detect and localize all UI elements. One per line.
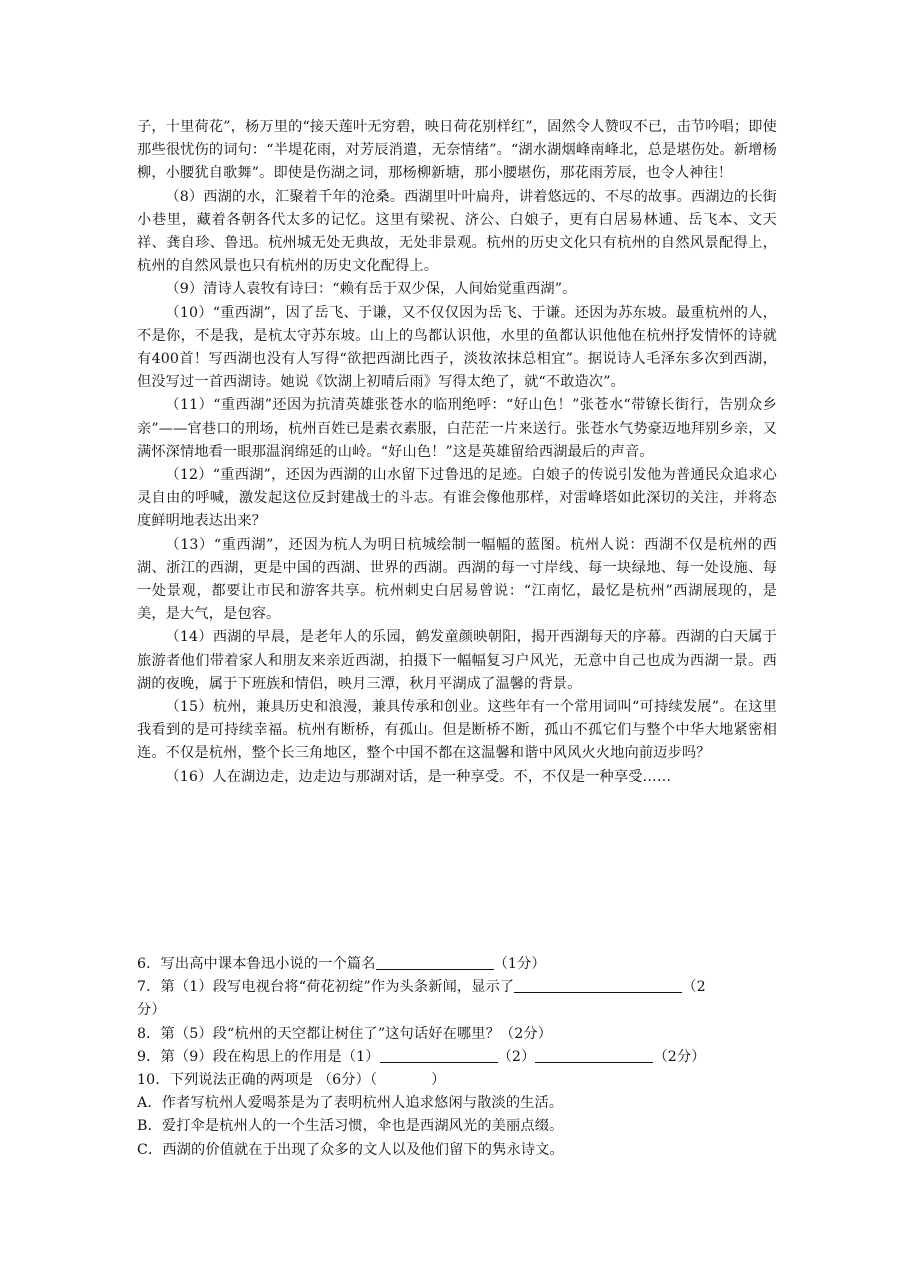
question-9-score: （2分） (653, 1048, 706, 1065)
question-10-text: 10．下列说法正确的两项是 （6分）（ (137, 1072, 378, 1089)
question-9-text: 9．第（9）段在构思上的作用是（1） (137, 1048, 380, 1065)
passage-paragraph-11: （11）“重西湖”还因为抗清英雄张苍水的临刑绝呼：“好山色！”张苍水“带镣长街行，告别众乡亲”——官巷口的刑场，杭州百姓已是素衣素服，白茫茫一片来送行。张苍水气势豪迈地拜别乡亲，又满怀深情地看一眼那温润绵延的山岭。“好山色！”这是英雄留给西湖最后的声音。 (137, 397, 777, 460)
question-8: 8．第（5）段“杭州的天空都让树住了”这句话好在哪里？（2分） (137, 1025, 553, 1042)
question-7 (137, 976, 777, 999)
passage-paragraph-14: （14）西湖的早晨，是老年人的乐园，鹤发童颜映朝阳，揭开西湖每天的序幕。西湖的白天属于旅游者他们带着家人和朋友来亲近西湖，拍摄下一幅幅复习户风光，无意中自己也成为西湖一景。西湖的夜晚，属于下班族和情侣，映月三潭，秋月平湖成了温馨的背景。 (137, 629, 777, 692)
question-7-text: 7．第（1）段写电视台将“荷花初绽”作为头条新闻，显示了 (137, 979, 515, 996)
question-7-answer-blank[interactable] (514, 976, 682, 993)
passage-paragraph-16: （16）人在湖边走，边走边与那湖对话，是一种享受。不，不仅是一种享受…… (165, 768, 672, 785)
passage-paragraph-13: （13）“重西湖”，还因为杭人为明日杭城绘制一幅幅的蓝图。杭州人说：西湖不仅是杭州的西湖、浙江的西湖，更是中国的西湖、世界的西湖。西湖的每一寸岸线、每一块绿地、每一处设施、每一处景观，都要让市民和游客共享。杭州刺史白居易曾说：“江南忆，最忆是杭州”西湖展现的，是美，是大气，是包容。 (137, 536, 777, 623)
question-10-option-c: C．西湖的价值就在于出现了众多的文人以及他们留下的隽永诗文。 (137, 1141, 564, 1158)
question-7-score-continued: 分） (137, 1002, 166, 1019)
question-6 (137, 953, 777, 976)
question-6-score: （1分） (493, 956, 546, 972)
question-6-text: 6．写出高中课本鲁迅小说的一个篇名 (137, 956, 376, 972)
passage-paragraph-15: （15）杭州，兼具历史和浪漫，兼具传承和创业。这些年有一个常用词叫“可持续发展”。在这里我看到的是可持续幸福。杭州有断桥，有孤山。但是断桥不断，孤山不孤它们与整个中华大地紧密相连。不仅是杭州，整个长三角地区，整个中国不都在这温馨和谐中风风火火地向前迈步吗？ (137, 699, 777, 762)
question-10-option-b: B．爱打伞是杭州人的一个生活习惯，伞也是西湖风光的美丽点缀。 (137, 1118, 564, 1135)
question-10 (137, 1069, 777, 1092)
question-9-answer-blank-2[interactable] (535, 1046, 653, 1063)
question-10-close-paren: ） (431, 1072, 446, 1089)
passage-paragraph-continued: 子，十里荷花”，杨万里的“接天莲叶无穷碧，映日荷花别样红”，固然令人赞叹不已，击节吟唱；即使那些很忧伤的词句：“半堤花雨，对芳辰消遣，无奈情绪”。“湖水湖烟峰南峰北，总是堪伤处。新增杨柳，小腰犹自歌舞”。即使是伤湖之词，那杨柳新塘，那小腰堪伤，那花雨芳辰，也令人神往！ (137, 119, 777, 182)
question-section (137, 953, 777, 1162)
reading-passage (137, 116, 777, 789)
question-10-option-a: A．作者写杭州人爱喝茶是为了表明杭州人追求悠闲与散淡的生活。 (137, 1095, 564, 1112)
passage-paragraph-10: （10）“重西湖”，因了岳飞、于谦，又不仅仅因为岳飞、于谦。还因为苏东坡。最重杭州的人，不是你，不是我，是杭太守苏东坡。山上的鸟都认识他，水里的鱼都认识他他在杭州抒发情怀的诗就有400首！写西湖也没有人写得“欲把西湖比西子，淡妆浓抹总相宜”。据说诗人毛泽东多次到西湖，但没写过一首西湖诗。她说《饮湖上初晴后雨》写得太绝了，就“不敢造次”。 (137, 304, 777, 391)
passage-paragraph-8: （8）西湖的水，汇聚着千年的沧桑。西湖里叶叶扁舟，讲着悠远的、不尽的故事。西湖边的长街小巷里，藏着各朝各代太多的记忆。这里有梁祝、济公、白娘子，更有白居易林逋、岳飞本、文天祥、龚自珍、鲁迅。杭州城无处无典故，无处非景观。杭州的历史文化只有杭州的自然风景配得上，杭州的自然风景也只有杭州的历史文化配得上。 (137, 188, 777, 275)
passage-paragraph-12: （12）“重西湖”，还因为西湖的山水留下过鲁迅的足迹。白娘子的传说引发他为普通民众追求心灵自由的呼喊，激发起这位反封建战士的斗志。有谁会像他那样，对雷峰塔如此深切的关注，并将态度鲜明地表达出来？ (137, 467, 777, 530)
question-9-mid: （2） (497, 1048, 536, 1065)
question-9-answer-blank-1[interactable] (380, 1046, 498, 1063)
question-6-answer-blank[interactable] (376, 953, 494, 970)
question-7-score: （2 (682, 979, 706, 996)
question-9 (137, 1046, 777, 1069)
passage-paragraph-9: （9）清诗人袁牧有诗曰：“赖有岳于双少保，人间始觉重西湖”。 (165, 281, 577, 298)
